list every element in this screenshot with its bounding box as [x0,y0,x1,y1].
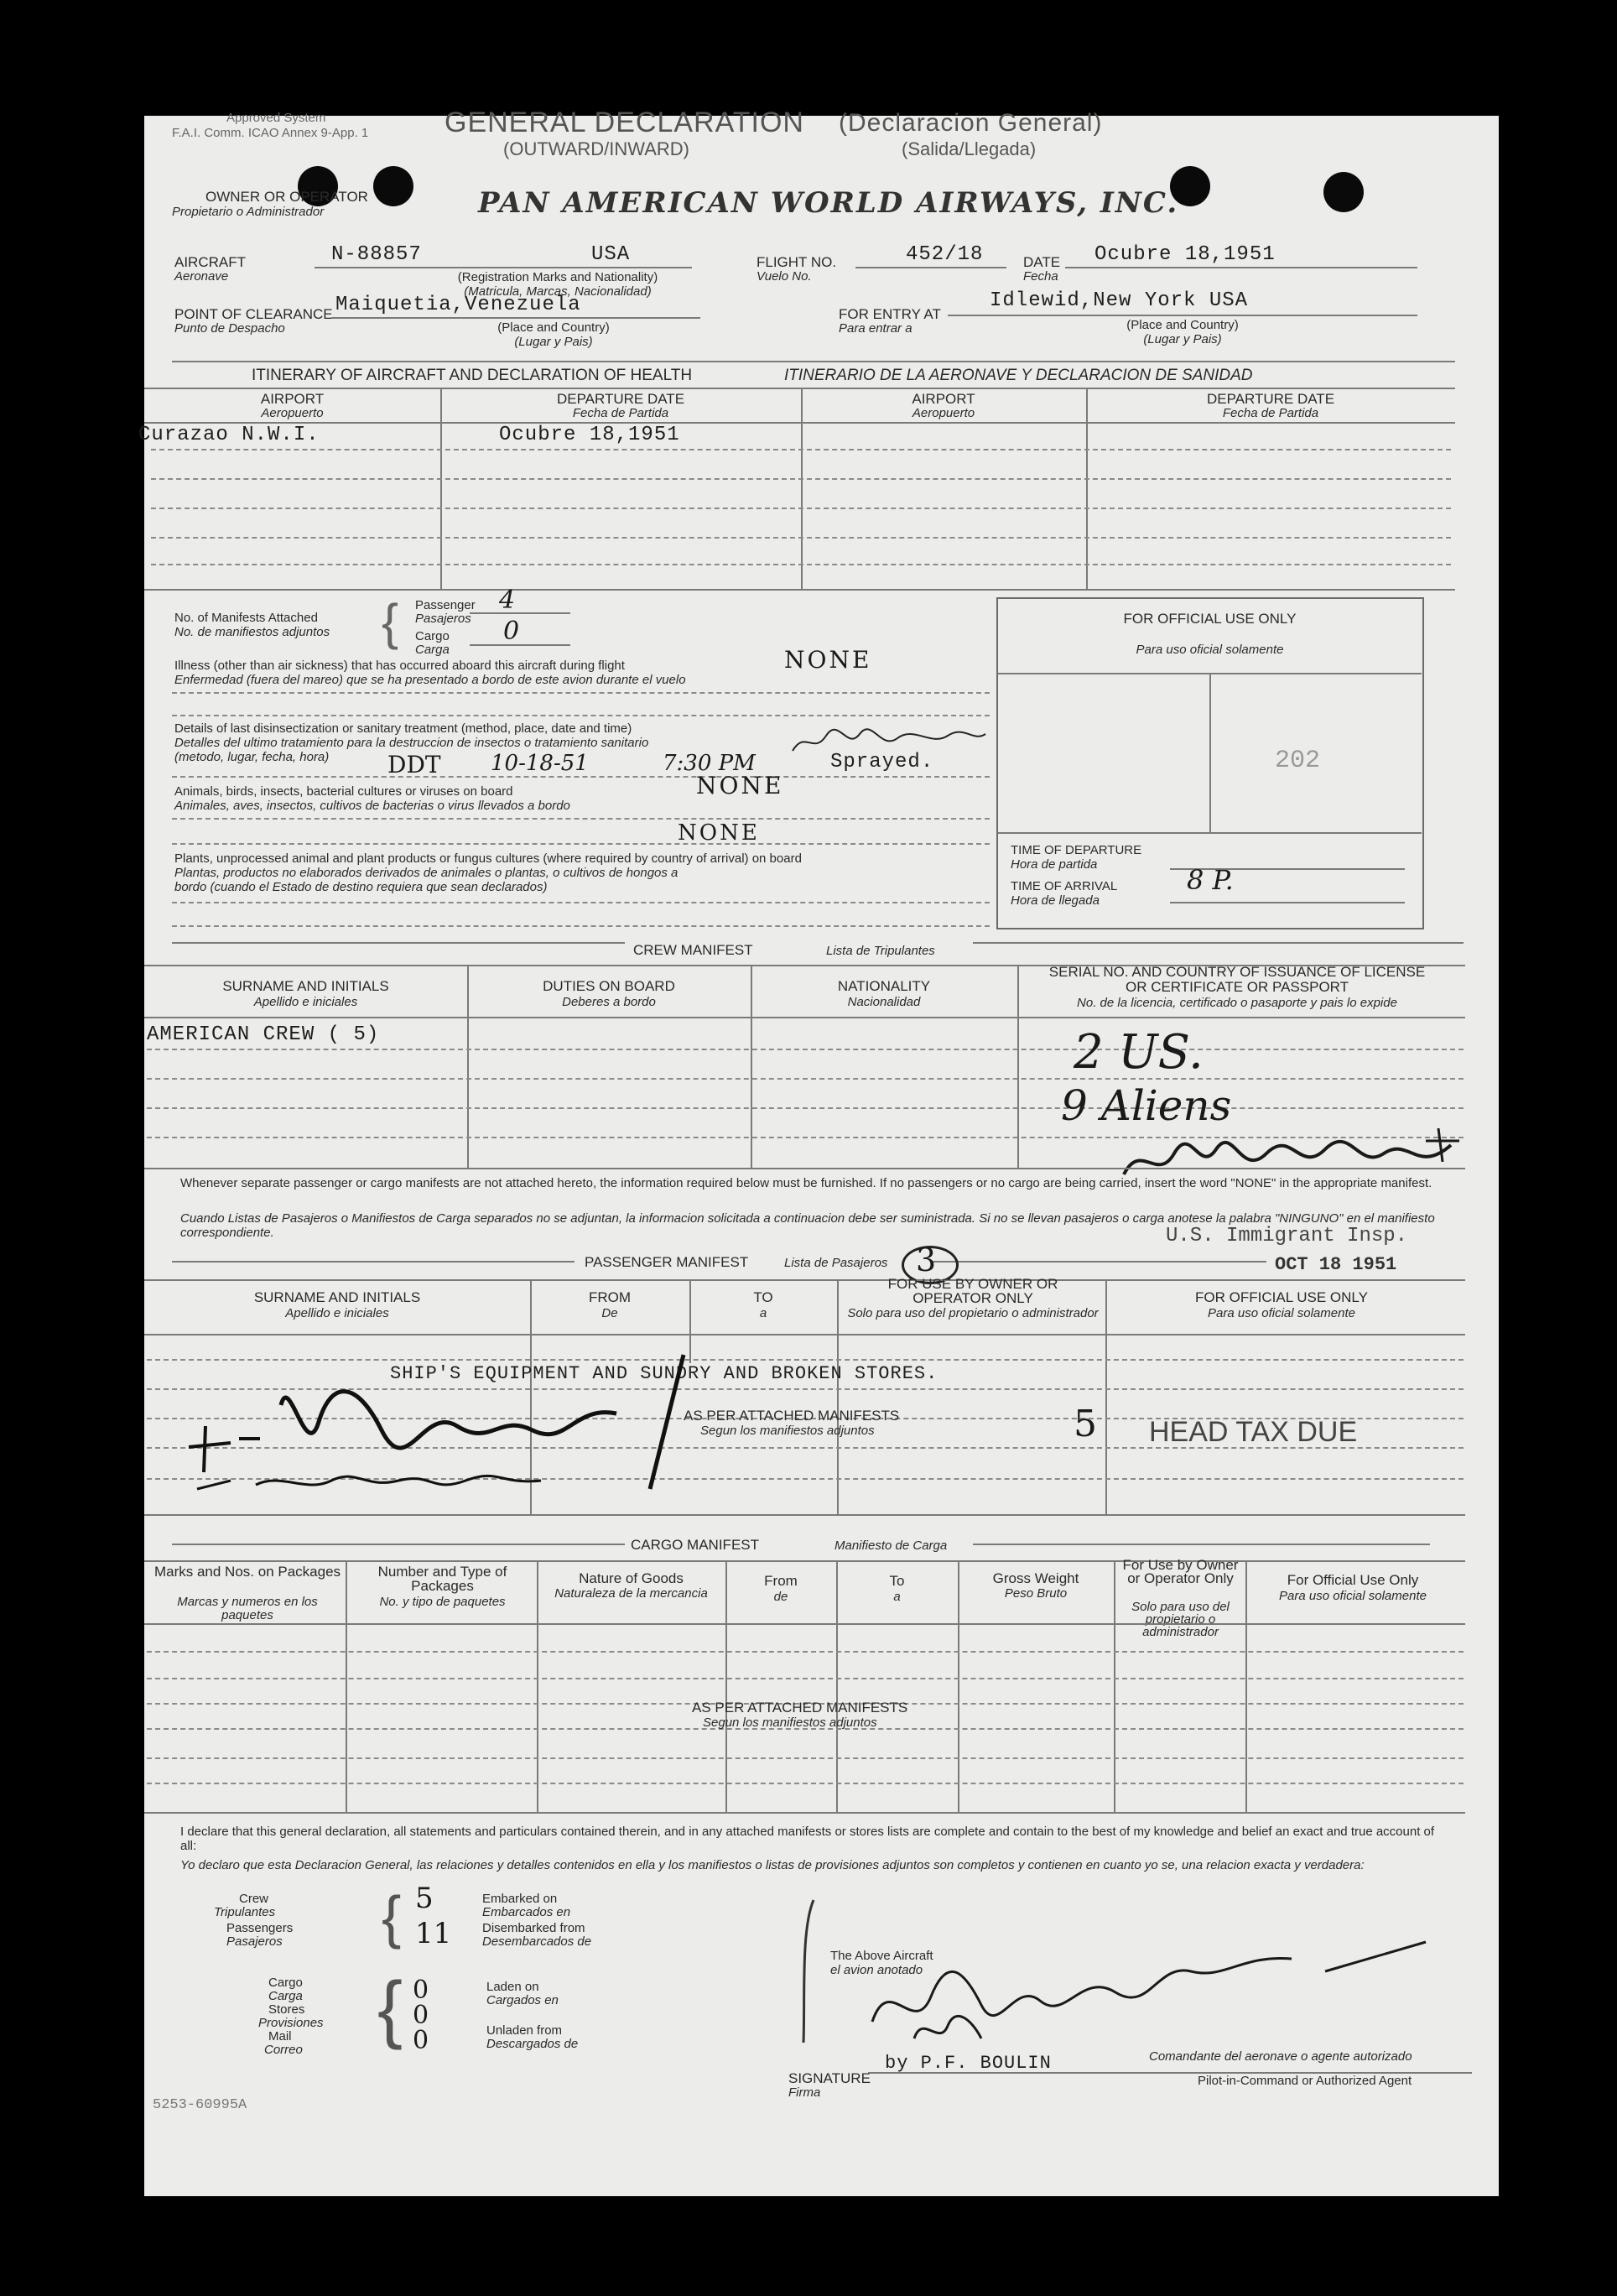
decl-mail-label: Mail [268,2029,292,2043]
disinsect-label: Details of last disinsectization or sanitary treatment (method, place, date and time) [174,721,632,736]
illness-label: Illness (other than air sickness) that has occurred aboard this aircraft during flight [174,659,625,673]
official-use-title: FOR OFFICIAL USE ONLY [1123,611,1297,627]
itin-col-departure-2: DEPARTURE DATE [1206,391,1335,407]
pax-col-owner-es: Solo para uso del propietario o administrador [847,1306,1099,1320]
time-of-arrival-label-es: Hora de llegada [1011,893,1100,908]
plants-label: Plants, unprocessed animal and plant products or fungus cultures (where required by country of arrival) on board [174,851,802,866]
cargo-attached-es: Segun los manifiestos adjuntos [703,1715,877,1730]
manifest-notice-es: Cuando Listas de Pasajeros o Manifiestos de Carga separados no se adjuntan, la informacion solicitada a continuacion debe ser suministrada. Si no se llevan pasajeros o carga anotese la palabra "NINGUNO" en el manifiesto correspondiente. [180,1211,1435,1240]
commander-label: Pilot-in-Command or Authorized Agent [1198,2074,1412,2088]
time-of-arrival-label: TIME OF ARRIVAL [1011,879,1118,893]
itin-col-airport-1-es: Aeropuerto [261,406,324,420]
decl-disembarked-es: Desembarcados de [482,1934,592,1949]
plants-label-es: Plantas, productos no elaborados derivados de animales o plantas, o cultivos de hongos a [174,866,679,880]
entry-point: Idlewid,New York USA [990,289,1249,312]
form-subtitle-es: (Salida/Llegada) [902,138,1037,159]
cargo-col-owner-es: Solo para uso del propietario o administrador [1131,1600,1230,1639]
itin-col-departure-1: DEPARTURE DATE [556,391,685,407]
cargo-col-weight-es: Peso Bruto [1004,1586,1068,1601]
itinerary-title: ITINERARY OF AIRCRAFT AND DECLARATION OF HEALTH [252,367,693,384]
entry-label: FOR ENTRY AT [839,306,941,322]
crew-col-nationality: NATIONALITY [837,978,931,994]
immigration-stamp: U.S. Immigrant Insp. [1166,1225,1408,1247]
plants-value: NONE [678,820,760,846]
passenger-manifest-title: PASSENGER MANIFEST [585,1254,749,1270]
cargo-col-marks-es: Marcas y numeros en los paquetes [177,1595,318,1622]
decl-stores-label: Stores [268,2002,305,2017]
decl-disembarked: Disembarked from [482,1921,585,1935]
cargo-col-to: To [889,1573,905,1589]
itinerary-airport-1: Curazao N.W.I. [138,424,320,446]
cargo-col-from: From [764,1573,798,1589]
time-of-departure-label: TIME OF DEPARTURE [1011,843,1142,857]
itin-col-airport-1: AIRPORT [260,391,325,407]
disinsect-date: 10-18-51 [491,751,589,776]
brace-crew: { [382,1884,402,1950]
pax-col-surname: SURNAME AND INITIALS [253,1289,421,1305]
above-aircraft-es: el avion anotado [830,1963,923,1977]
crew-note-aliens: 9 Aliens [1061,1081,1232,1130]
brace-cargo: { [377,1967,403,2051]
flight-date: Ocubre 18,1951 [1094,243,1276,266]
animals-value: NONE [696,772,784,799]
crew-row-1: AMERICAN CREW ( 5) [147,1023,380,1046]
pax-col-from: FROM [588,1289,632,1305]
pax-col-to-es: a [759,1306,767,1320]
pax-col-official: FOR OFFICIAL USE ONLY [1195,1289,1368,1305]
flight-label-es: Vuelo No. [757,269,812,284]
form-number: 5253-60995A [153,2097,247,2113]
crew-col-nationality-es: Nacionalidad [847,995,921,1009]
decl-crew-label: Crew [239,1892,269,1906]
registration-caption-es: (Matricula, Marcas, Nacionalidad) [464,284,652,299]
pax-col-from-es: De [601,1306,618,1320]
animals-label-es: Animales, aves, insectos, cultivos de bacterias o virus llevados a bordo [174,799,570,813]
decl-cargo-count: 0 [413,1976,429,2005]
circled-number-value: 3 [916,1242,937,1278]
crew-manifest-title-es: Lista de Tripulantes [826,944,935,958]
form-title: GENERAL DECLARATION [445,107,804,138]
cargo-manifest-title: CARGO MANIFEST [631,1537,760,1553]
decl-mail-count: 0 [413,2026,429,2055]
aircraft-registration: N-88857 [331,243,422,266]
flight-number: 452/18 [906,243,984,266]
cargo-attached: AS PER ATTACHED MANIFESTS [692,1700,908,1715]
place-caption-2-es: (Lugar y Pais) [1143,332,1222,346]
manifests-label-es: No. de manifiestos adjuntos [174,625,330,639]
decl-stores-label-es: Provisiones [258,2016,324,2030]
pax-col-to: TO [753,1289,773,1305]
crew-col-serial-es: No. de la licencia, certificado o pasaporte y pais lo expide [1077,996,1397,1010]
signed-by: by P.F. BOULIN [885,2053,1052,2074]
itin-col-departure-1-es: Fecha de Partida [572,406,669,420]
decl-mail-label-es: Correo [264,2043,303,2057]
bracket-line [797,1896,822,2047]
itin-col-departure-2-es: Fecha de Partida [1222,406,1319,420]
date-label-es: Fecha [1023,269,1058,284]
disinsect-label-es: Detalles del ultimo tratamiento para la destruccion de insectos o tratamiento sanitario [174,736,649,750]
decl-unladen: Unladen from [486,2023,563,2038]
decl-cargo-label: Cargo [268,1976,303,1990]
illness-value: NONE [784,646,872,674]
cargo-col-number-es: No. y tipo de paquetes [379,1595,506,1609]
disinsect-label-es2: (metodo, lugar, fecha, hora) [174,750,330,764]
place-caption-2: (Place and Country) [1126,318,1239,332]
declaration-text-es: Yo declaro que esta Declaracion General, las relaciones y detalles contenidos en ella y los manifiestos o listas de provisiones adjuntos son completos y contienen en cuanto yo se, una relacion exacta y verdadera: [180,1858,1365,1872]
registration-caption: (Registration Marks and Nationality) [457,270,658,284]
official-stamp-number: 202 [1275,747,1321,775]
disinsect-signature [788,726,990,759]
itinerary-title-es: ITINERARIO DE LA AERONAVE Y DECLARACION DE SANIDAD [784,367,1253,384]
approval-ref: F.A.I. Comm. ICAO Annex 9-App. 1 [172,126,369,140]
entry-label-es: Para entrar a [839,321,912,336]
cargo-manifest-count: 0 [503,617,520,646]
passenger-row-1: SHIP'S EQUIPMENT AND SUNDRY AND BROKEN STORES. [390,1363,938,1384]
pax-col-owner: FOR USE BY OWNER OR OPERATOR ONLY [887,1276,1058,1306]
brace-manifests: { [382,594,399,650]
crew-col-surname: SURNAME AND INITIALS [222,978,389,994]
form-subtitle: (OUTWARD/INWARD) [503,138,689,159]
passenger-manifest-count: 4 [499,586,516,615]
decl-passengers-count: 11 [415,1917,452,1950]
cargo-label-es: Carga [415,643,450,657]
plants-label-es2: bordo (cuando el Estado de destino requiera que sean declarados) [174,880,548,894]
form-title-es: (Declaracion General) [839,109,1103,137]
decl-passengers-label-es: Pasajeros [226,1934,283,1949]
time-of-departure-label-es: Hora de partida [1011,857,1098,872]
owner-label: OWNER OR OPERATOR [205,189,368,205]
passenger-label-es: Pasajeros [415,612,471,626]
passenger-label: Passenger [415,598,476,612]
animals-label: Animals, birds, insects, bacterial cultures or viruses on board [174,784,513,799]
crew-manifest-title: CREW MANIFEST [633,942,753,958]
cargo-col-from-es: de [773,1590,788,1604]
place-caption-1: (Place and Country) [497,320,610,335]
time-of-arrival-value: 8 P. [1187,864,1234,896]
point-of-clearance: Maiquetia,Venezuela [335,294,581,316]
place-caption-1-es: (Lugar y Pais) [514,335,593,349]
illness-label-es: Enfermedad (fuera del mareo) que se ha presentado a bordo de este avion durante el vuelo [174,673,686,687]
decl-laden: Laden on [486,1980,539,1994]
signature-label-es: Firma [788,2085,821,2100]
cargo-col-weight: Gross Weight [992,1570,1079,1586]
pax-attached: AS PER ATTACHED MANIFESTS [684,1408,900,1424]
cargo-col-to-es: a [893,1590,901,1604]
decl-unladen-es: Descargados de [486,2037,579,2051]
decl-laden-es: Cargados en [486,1993,559,2007]
passenger-manifest-title-es: Lista de Pasajeros [784,1256,888,1270]
date-label: DATE [1023,254,1061,270]
cargo-col-marks: Marks and Nos. on Packages [153,1564,341,1580]
disinsect-time: 7:30 PM [663,751,756,776]
cargo-col-official-es: Para uso oficial solamente [1279,1589,1427,1603]
owner-label-es: Propietario o Administrador [172,205,325,219]
immigration-stamp-date: OCT 18 1951 [1275,1254,1397,1275]
decl-embarked-es: Embarcados en [482,1905,571,1919]
cargo-col-owner: For Use by Owner or Operator Only [1122,1557,1239,1586]
crew-note-us: 2 US. [1074,1025,1204,1080]
cargo-col-number: Number and Type of Packages [377,1564,507,1594]
clearance-label-es: Punto de Despacho [174,321,285,336]
crew-col-duties: DUTIES ON BOARD [543,978,675,994]
pax-col-official-es: Para uso oficial solamente [1208,1306,1355,1320]
commander-label-es: Comandante del aeronave o agente autorizado [1149,2049,1412,2064]
cargo-manifest-title-es: Manifiesto de Carga [834,1538,948,1553]
manifests-label: No. of Manifests Attached [174,611,318,625]
sprayed-stamp: Sprayed. [830,751,934,773]
disinsect-method: DDT [387,751,441,778]
itinerary-departure-1: Ocubre 18,1951 [499,424,680,446]
pax-col-surname-es: Apellido e iniciales [285,1306,389,1320]
aircraft-label-es: Aeronave [174,269,229,284]
aircraft-nationality: USA [591,243,631,266]
cargo-col-nature: Nature of Goods [579,1570,684,1586]
itin-col-airport-2-es: Aeropuerto [912,406,975,420]
decl-crew-label-es: Tripulantes [214,1905,276,1919]
cargo-label: Cargo [415,629,450,643]
crew-col-surname-es: Apellido e iniciales [253,995,358,1009]
passenger-handwritten-signatures [180,1346,709,1497]
decl-passengers-label: Passengers [226,1921,294,1935]
official-use-title-es: Para uso oficial solamente [1136,643,1284,657]
decl-embarked: Embarked on [482,1892,558,1906]
decl-cargo-label-es: Carga [268,1989,303,2003]
operator-name: PAN AMERICAN WORLD AIRWAYS, INC. [478,186,1179,220]
declaration-text: I declare that this general declaration, all statements and particulars contained therein, and in any attached manifests or stores lists are complete and contain to the best of my knowledge and belief an exact and true account of all: [180,1825,1435,1853]
clearance-label: POINT OF CLEARANCE [174,306,333,322]
decl-stores-count: 0 [413,2001,429,2030]
punch-hole-right [1323,172,1364,212]
manifest-notice: Whenever separate passenger or cargo manifests are not attached hereto, the information required below must be furnished. If no passengers or no cargo are being carried, insert the word "NONE" in the appropriate manifest. [180,1176,1432,1190]
crew-col-serial: SERIAL NO. AND COUNTRY OF ISSUANCE OF LICENSE OR CERTIFICATE OR PASSPORT [1048,964,1426,995]
above-aircraft: The Above Aircraft [830,1949,933,1963]
signature-label: SIGNATURE [788,2070,871,2086]
pax-attached-es: Segun los manifiestos adjuntos [700,1424,875,1438]
flight-label: FLIGHT NO. [757,254,837,270]
punch-hole-center-left [373,166,413,206]
head-tax-count: 5 [1074,1403,1097,1445]
pilot-signature [855,1921,1443,2064]
cargo-col-nature-es: Naturaleza de la mercancia [554,1586,708,1601]
aircraft-label: AIRCRAFT [174,254,246,270]
crew-col-duties-es: Deberes a bordo [562,995,656,1009]
decl-crew-count: 5 [415,1882,434,1915]
cargo-col-official: For Official Use Only [1287,1572,1419,1588]
head-tax-stamp: HEAD TAX DUE [1149,1416,1358,1448]
approval-line: Approved System [226,111,326,125]
itin-col-airport-2: AIRPORT [912,391,975,407]
